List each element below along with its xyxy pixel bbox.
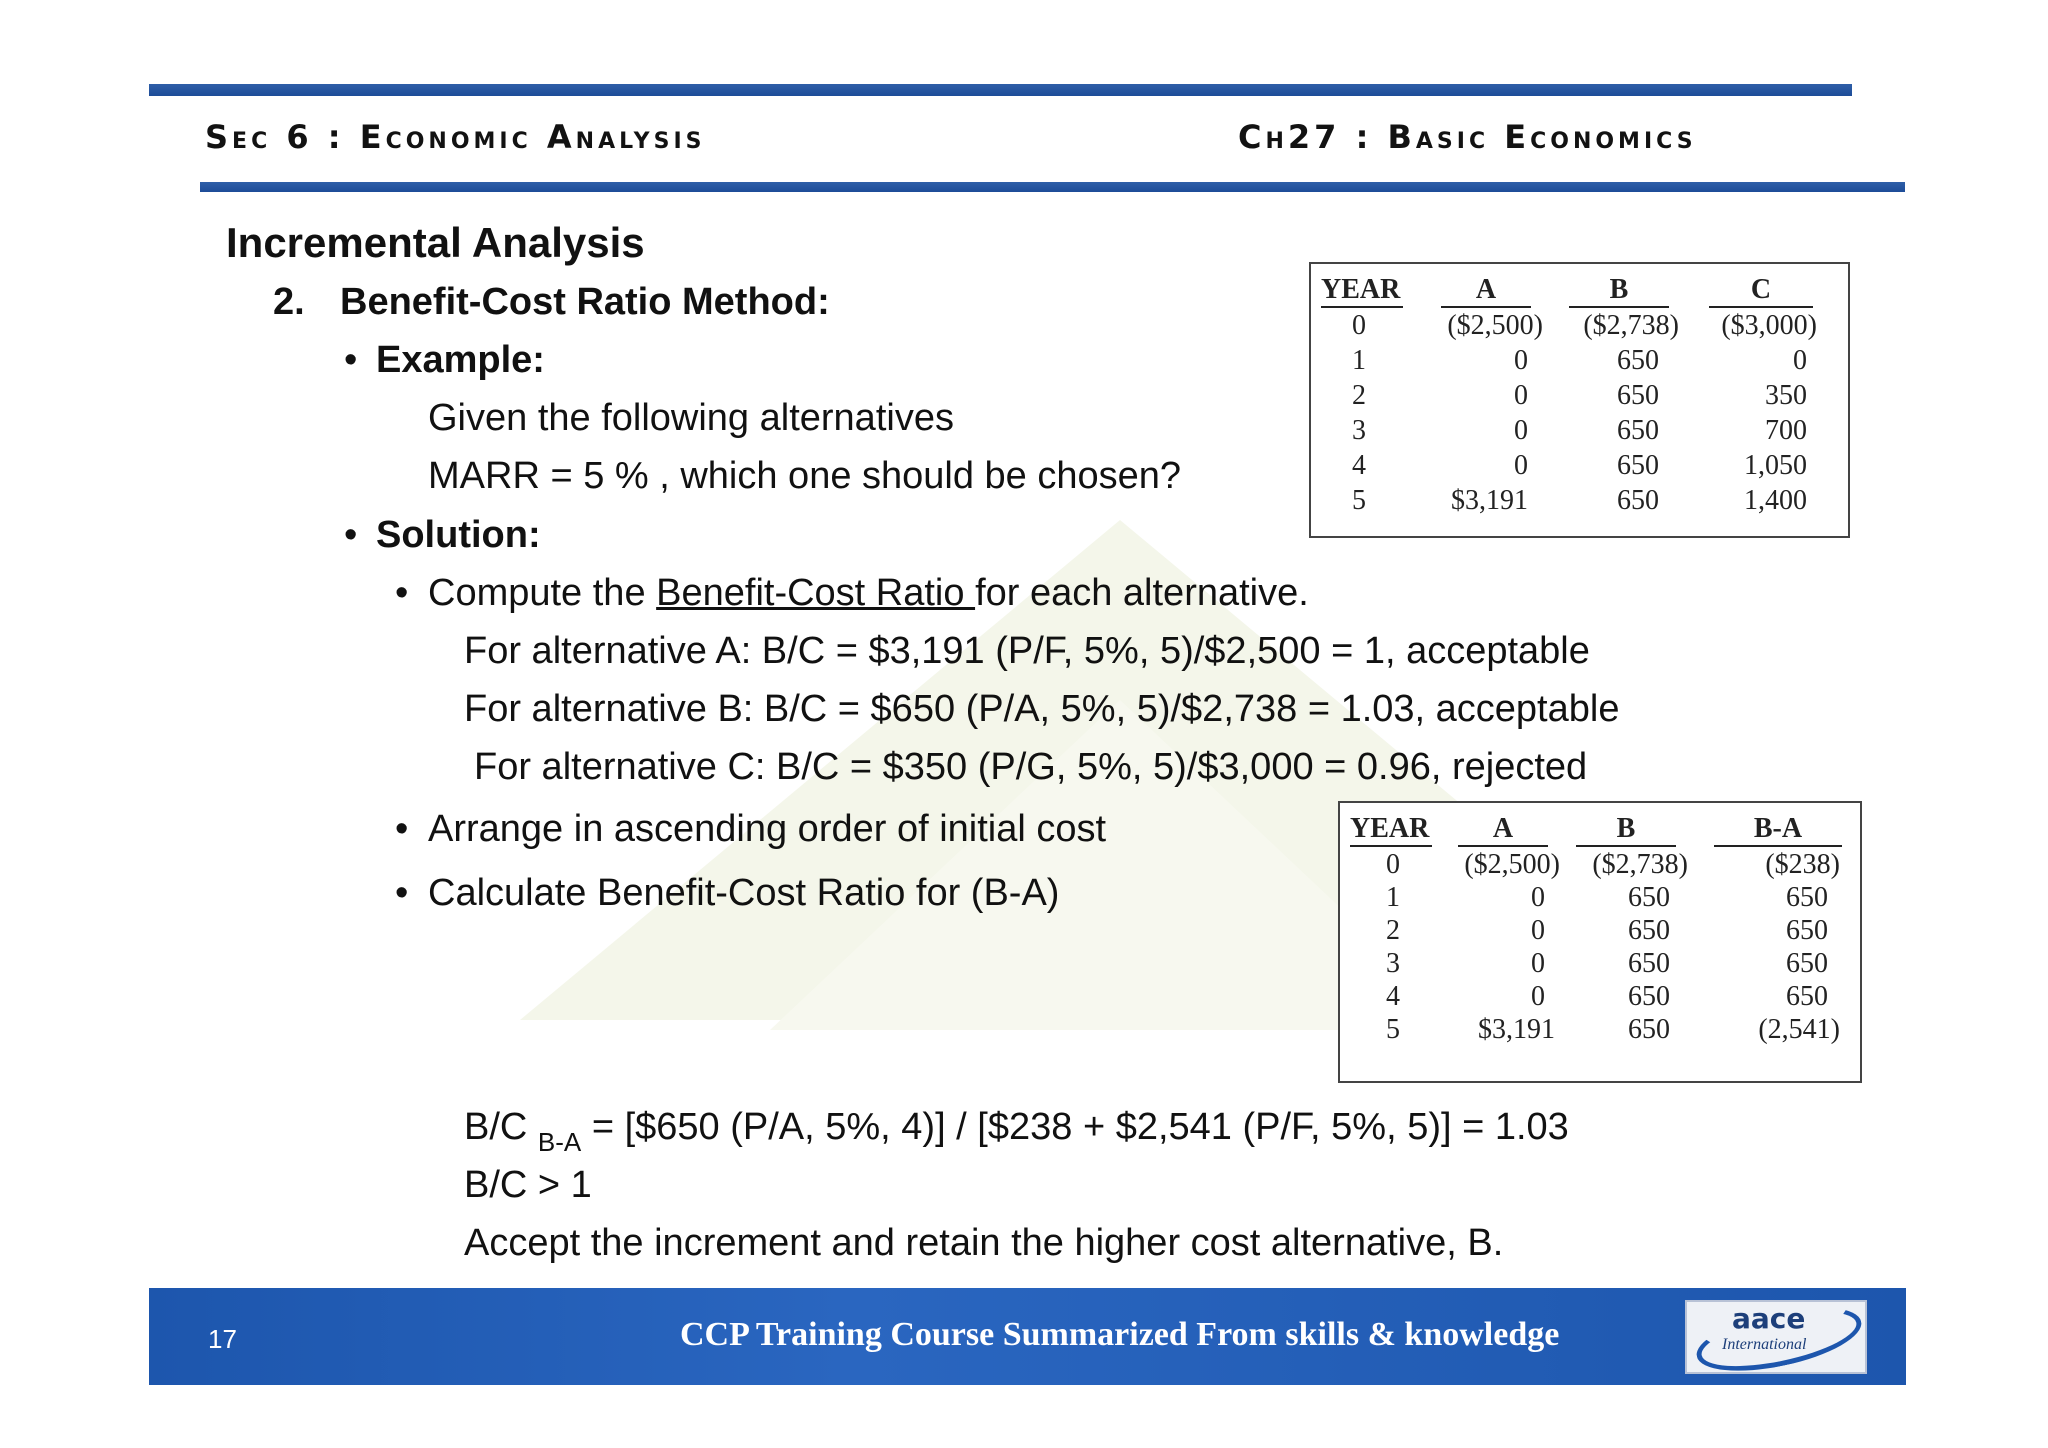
table-cell: ($2,738) (1583, 310, 1679, 341)
table-cell: 1 (1386, 882, 1400, 913)
solution-label: Solution: (376, 514, 541, 556)
table-cell: 650 (1786, 915, 1828, 946)
slide-title: Incremental Analysis (226, 219, 645, 266)
chapter-title: Ch27 : Basic Economics (1238, 118, 1697, 156)
table-cell: 650 (1617, 415, 1659, 446)
table-cell: 650 (1617, 380, 1659, 411)
table-cell: (2,541) (1758, 1014, 1840, 1045)
table-cell: 650 (1628, 981, 1670, 1012)
table-cell: 650 (1628, 882, 1670, 913)
table-cell: ($2,500) (1447, 310, 1543, 341)
table-cell: 650 (1617, 485, 1659, 516)
bullet-dot: • (395, 808, 409, 850)
arrange-step: Arrange in ascending order of initial cost (428, 808, 1107, 850)
alternative-c-result: For alternative C: B/C = $350 (P/G, 5%, 5)/$3,000 = 0.96, rejected (474, 746, 1588, 788)
table-cell: 650 (1628, 1014, 1670, 1045)
footer-text: CCP Training Course Summarized From skills & knowledge (680, 1316, 1560, 1353)
example-line-1: Given the following alternatives (428, 397, 954, 439)
table-cell: 0 (1531, 981, 1545, 1012)
cashflow-table-increment (1338, 801, 1862, 1083)
table-cell: 0 (1531, 948, 1545, 979)
bullet-dot: • (344, 514, 358, 556)
alternative-a-result: For alternative A: B/C = $3,191 (P/F, 5%, 5)/$2,500 = 1, acceptable (464, 630, 1590, 672)
aace-logo-subtitle: International (1722, 1336, 1807, 1353)
benefit-cost-ratio-link[interactable]: Benefit-Cost Ratio (656, 572, 976, 614)
table-cell: 3 (1386, 948, 1400, 979)
bullet-dot: • (395, 572, 409, 614)
header-underline (1458, 845, 1548, 847)
table-cell: ($2,500) (1464, 849, 1560, 880)
header-underline (1350, 845, 1432, 847)
table-cell: 2 (1386, 915, 1400, 946)
table-cell: 0 (1352, 310, 1366, 341)
table-cell: 4 (1386, 981, 1400, 1012)
table-cell: 700 (1765, 415, 1807, 446)
table-cell: 650 (1786, 981, 1828, 1012)
header-top-bar (149, 84, 1852, 96)
table-header-c: C (1750, 274, 1772, 305)
bc-increment-formula (464, 1106, 1569, 1157)
table-cell: 0 (1793, 345, 1807, 376)
conclusion: Accept the increment and retain the higher cost alternative, B. (464, 1222, 1504, 1264)
header-underline (1576, 845, 1676, 847)
header-underline (1321, 306, 1403, 308)
table-header-b: B (1616, 813, 1636, 844)
bc-expression: = [$650 (P/A, 5%, 4)] / [$238 + $2,541 (P/F, 5%, 5)] = 1.03 (581, 1106, 1569, 1148)
compute-line (428, 574, 1309, 612)
table-cell: ($2,738) (1592, 849, 1688, 880)
table-cell: 3 (1352, 415, 1366, 446)
table-cell: 0 (1514, 345, 1528, 376)
table-cell: 0 (1514, 450, 1528, 481)
bc-comparison: B/C > 1 (464, 1164, 592, 1206)
alternative-b-result: For alternative B: B/C = $650 (P/A, 5%, 5)/$2,738 = 1.03, acceptable (464, 688, 1620, 730)
table-cell: $3,191 (1451, 485, 1528, 516)
table-cell: 0 (1386, 849, 1400, 880)
calculate-step: Calculate Benefit-Cost Ratio for (B-A) (428, 872, 1060, 914)
table-cell: 650 (1786, 882, 1828, 913)
example-label: Example: (376, 339, 545, 381)
table-cell: $3,191 (1478, 1014, 1555, 1045)
table-cell: 650 (1786, 948, 1828, 979)
header-underline (1714, 845, 1842, 847)
section-title: Sec 6 : Economic Analysis (205, 118, 706, 156)
header-bottom-bar (200, 182, 1905, 192)
bullet-dot: • (395, 872, 409, 914)
table-cell: 650 (1617, 450, 1659, 481)
cashflow-table-abc (1309, 262, 1850, 538)
aace-logo-text: aace (1732, 1302, 1806, 1335)
table-cell: 650 (1628, 948, 1670, 979)
table-cell: ($238) (1765, 849, 1840, 880)
table-cell: 0 (1514, 415, 1528, 446)
header-underline (1709, 306, 1813, 308)
table-cell: 5 (1352, 485, 1366, 516)
table-cell: 4 (1352, 450, 1366, 481)
table-header-b: B (1609, 274, 1629, 305)
table-header-year: YEAR (1350, 813, 1430, 844)
header-underline (1569, 306, 1669, 308)
table-cell: 350 (1765, 380, 1807, 411)
table-cell: 650 (1628, 915, 1670, 946)
table-cell: 650 (1617, 345, 1659, 376)
header-underline (1441, 306, 1531, 308)
method-label: Benefit-Cost Ratio Method: (340, 281, 830, 323)
compute-suffix: for each alternative. (975, 572, 1309, 614)
table-cell: 1,400 (1744, 485, 1807, 516)
bc-label: B/C (464, 1106, 528, 1148)
compute-prefix: Compute the (428, 572, 657, 614)
bullet-dot: • (344, 339, 358, 381)
table-cell: 0 (1531, 882, 1545, 913)
method-number: 2. (273, 281, 305, 323)
table-header-year: YEAR (1321, 274, 1401, 305)
table-header-a: A (1475, 274, 1497, 305)
table-cell: ($3,000) (1721, 310, 1817, 341)
table-cell: 1 (1352, 345, 1366, 376)
bc-subscript: B-A (537, 1127, 582, 1157)
example-line-2: MARR = 5 % , which one should be chosen? (428, 455, 1182, 497)
table-cell: 0 (1531, 915, 1545, 946)
table-cell: 0 (1514, 380, 1528, 411)
page-number: 17 (208, 1324, 237, 1354)
table-header-a: A (1492, 813, 1514, 844)
table-cell: 2 (1352, 380, 1366, 411)
table-cell: 5 (1386, 1014, 1400, 1045)
table-header-b-minus-a: B-A (1753, 813, 1803, 844)
table-cell: 1,050 (1744, 450, 1807, 481)
